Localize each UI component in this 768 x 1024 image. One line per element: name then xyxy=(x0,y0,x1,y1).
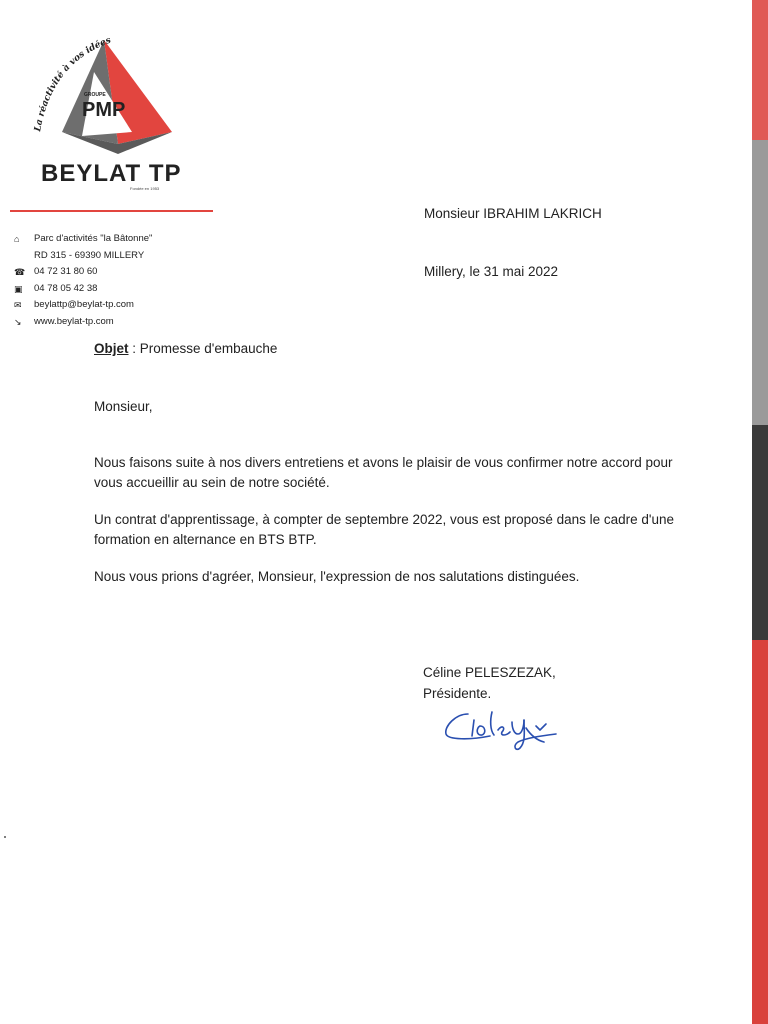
website-row xyxy=(14,314,152,331)
house-icon: ⌂ xyxy=(14,234,20,244)
email-row xyxy=(14,297,152,314)
address-row xyxy=(14,231,152,248)
subject-label: Objet xyxy=(94,341,129,356)
company-tagline: Fondée en 1953 xyxy=(130,186,160,191)
logo-mark: PMP xyxy=(82,99,126,121)
logo-slogan: La réactivité à vos idées xyxy=(33,35,113,133)
phone-icon: ☎ xyxy=(14,267,26,277)
logo-group-label: GROUPE xyxy=(84,92,106,98)
website-url: www.beylat-tp.com xyxy=(34,315,114,327)
signer-block xyxy=(423,662,556,704)
envelope-icon: ✉ xyxy=(14,300,22,310)
email-address: beylattp@beylat-tp.com xyxy=(34,299,134,310)
fax-row xyxy=(14,281,152,298)
contact-block xyxy=(14,231,152,330)
fax-number: 04 78 05 42 38 xyxy=(34,282,98,294)
letterhead-divider xyxy=(10,210,213,212)
address-line1: Parc d'activités "la Bâtonne" xyxy=(34,233,153,244)
body-paragraph-2: Un contrat d'apprentissage, à compter de septembre 2022, vous est proposé dans le cadre d'une formation en alternance en BTS BTP. xyxy=(94,512,675,547)
body-paragraph-3: Nous vous prions d'agréer, Monsieur, l'expression de nos salutations distinguées. xyxy=(94,569,580,584)
salutation: Monsieur, xyxy=(94,399,153,414)
fax-icon: ▣ xyxy=(14,283,23,294)
subject-line xyxy=(94,341,277,356)
signer-name: Céline PELESZEZAK, xyxy=(423,665,556,680)
address-row-2 xyxy=(14,248,152,265)
company-name: BEYLAT TP xyxy=(41,160,182,187)
address-line2: RD 315 - 69390 MILLERY xyxy=(34,249,145,261)
page-edge-band xyxy=(752,0,768,1024)
scan-speck xyxy=(4,836,6,838)
recipient-name: Monsieur IBRAHIM LAKRICH xyxy=(424,206,602,221)
signer-title: Présidente. xyxy=(423,686,492,701)
date-line: Millery, le 31 mai 2022 xyxy=(424,264,559,279)
subject-text: : Promesse d'embauche xyxy=(128,341,278,356)
body-paragraph-1: Nous faisons suite à nos divers entretiens et avons le plaisir de vous confirmer notre accord pour vous accueillir au sein de notre société. xyxy=(94,455,673,490)
phone-number: 04 72 31 80 60 xyxy=(34,266,98,277)
phone-row xyxy=(14,264,152,281)
mouse-icon: ↘ xyxy=(14,316,22,327)
pmp-logo xyxy=(22,32,182,162)
handwritten-signature xyxy=(440,700,570,755)
